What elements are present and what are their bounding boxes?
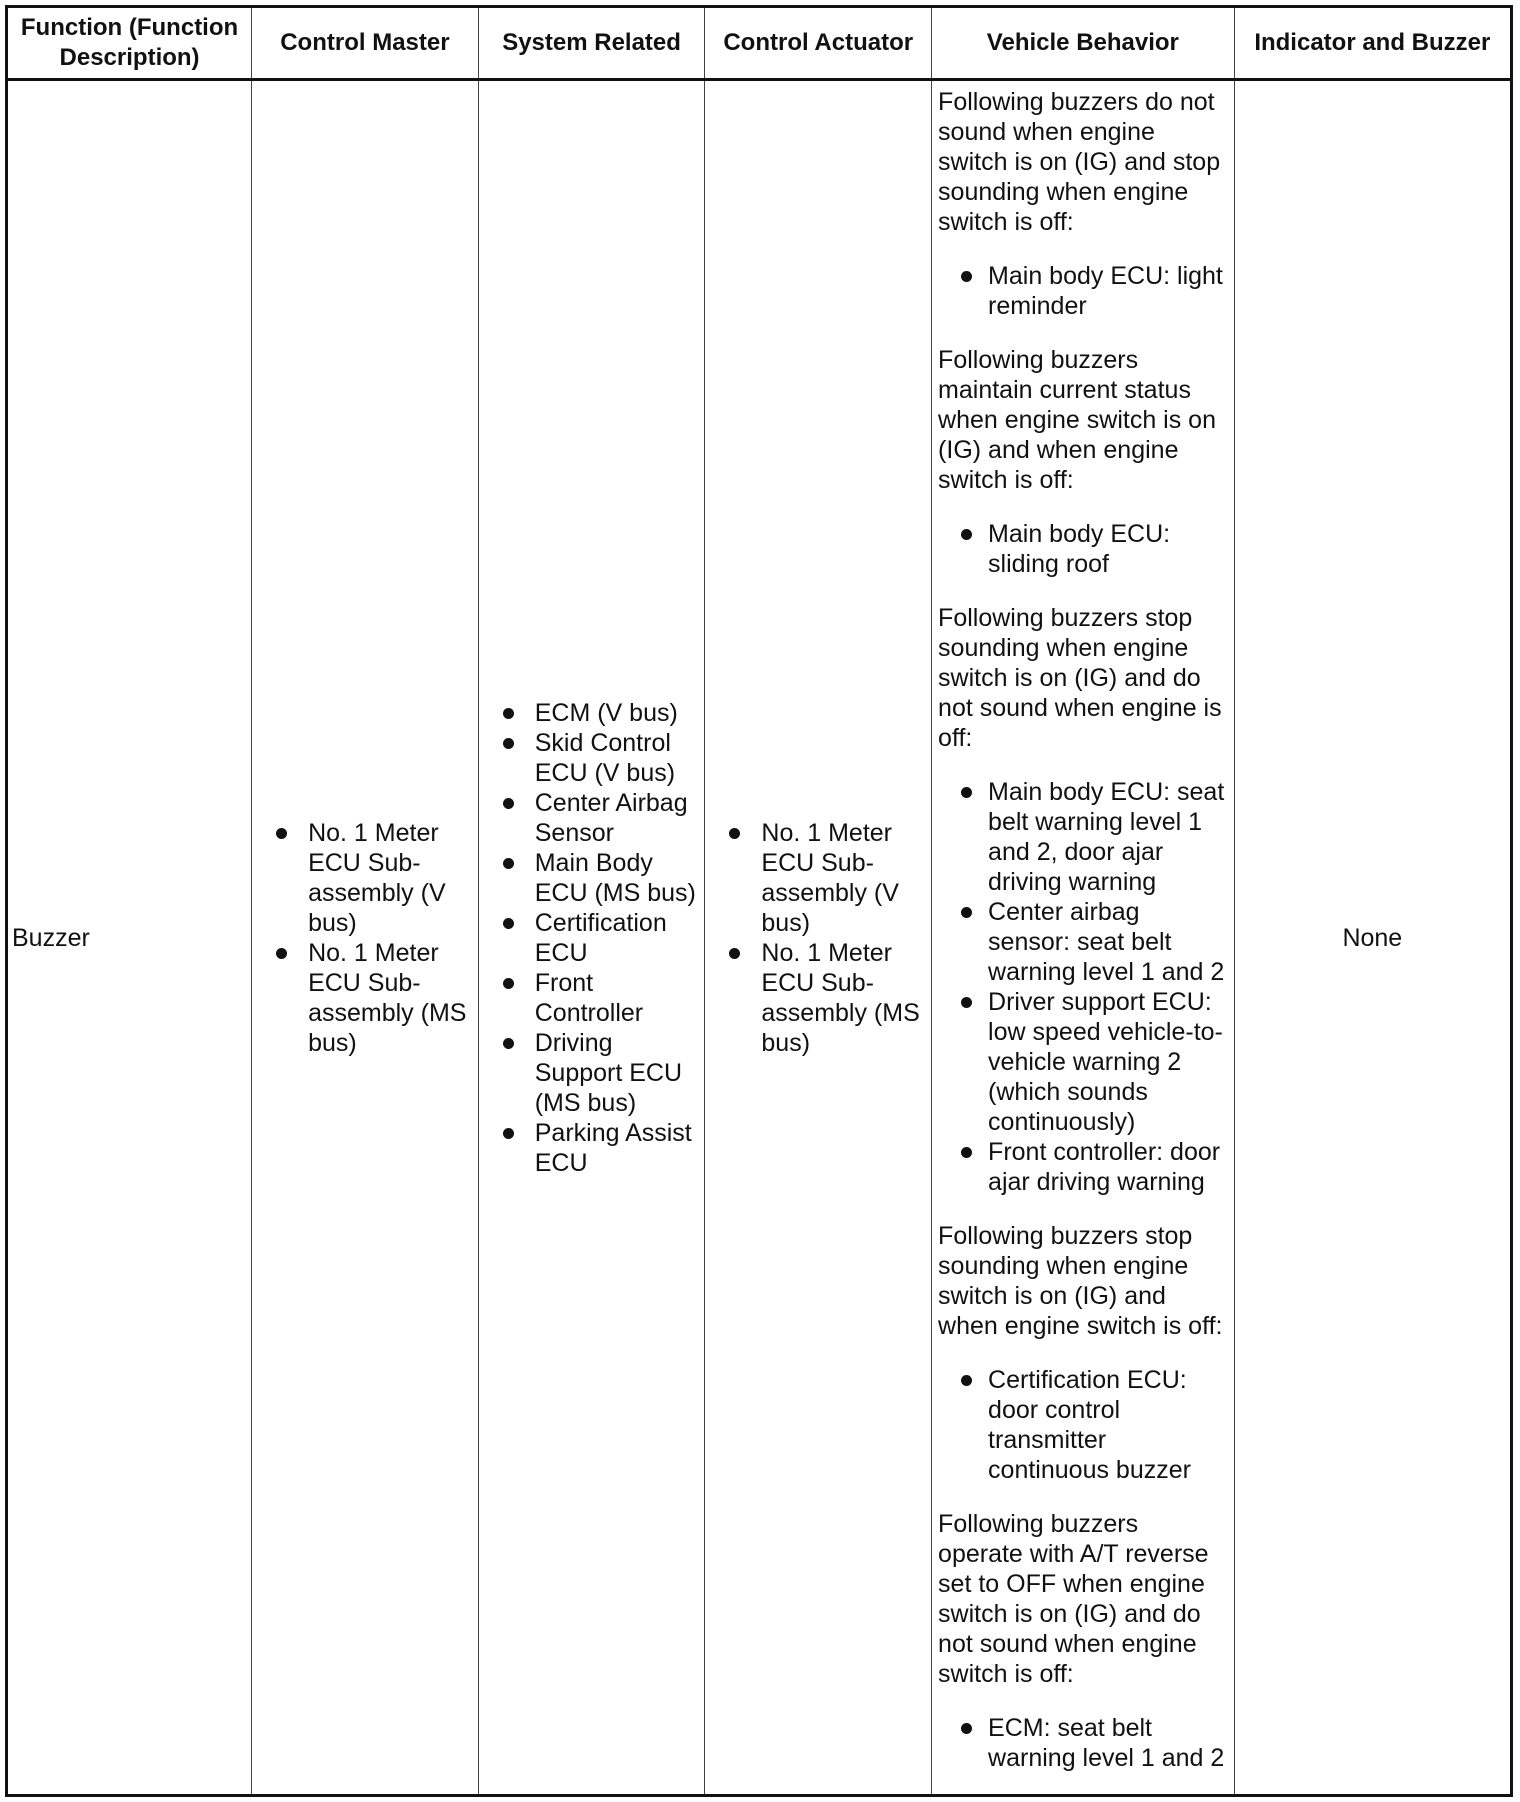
list-item: Main body ECU: light reminder [958, 261, 1228, 321]
cell-control-actuator [705, 80, 932, 1796]
list-item: Center Airbag Sensor [499, 788, 701, 848]
cell-control-master [252, 80, 479, 1796]
behavior-list [938, 777, 1228, 1197]
list-item: Front Controller [499, 968, 701, 1028]
header-vehicle-behavior: Vehicle Behavior [932, 7, 1235, 80]
list-item: No. 1 Meter ECU Sub-assembly (MS bus) [272, 938, 474, 1058]
behavior-list [938, 519, 1228, 579]
behavior-paragraph: Following buzzers do not sound when engine switch is on (IG) and stop sounding when engine switch is off: [938, 88, 1221, 236]
behavior-list [938, 1365, 1228, 1485]
behavior-paragraph: Following buzzers stop sounding when engine switch is on (IG) and do not sound when engine is off: [938, 604, 1222, 752]
control-master-list [252, 818, 478, 1058]
list-item: Skid Control ECU (V bus) [499, 728, 701, 788]
list-item: Center airbag sensor: seat belt warning level 1 and 2 [958, 897, 1228, 987]
cell-system-related [478, 80, 705, 1796]
behavior-paragraph: Following buzzers stop sounding when engine switch is on (IG) and when engine switch is off: [938, 1222, 1223, 1340]
list-item: Driver support ECU: low speed vehicle-to-vehicle warning 2 (which sounds continuously) [958, 987, 1228, 1137]
function-table [5, 5, 1513, 1797]
list-item: Certification ECU [499, 908, 701, 968]
system-related-list [479, 698, 705, 1178]
list-item: Driving Support ECU (MS bus) [499, 1028, 701, 1118]
list-item: Certification ECU: door control transmitter continuous buzzer [958, 1365, 1228, 1485]
header-row [7, 7, 1512, 80]
header-control-actuator: Control Actuator [705, 7, 932, 80]
header-indicator-buzzer: Indicator and Buzzer [1234, 7, 1511, 80]
cell-indicator-buzzer: None [1234, 80, 1511, 1796]
control-actuator-list [705, 818, 931, 1058]
list-item: No. 1 Meter ECU Sub-assembly (V bus) [725, 818, 927, 938]
list-item: Main body ECU: seat belt warning level 1 and 2, door ajar driving warning [958, 777, 1228, 897]
cell-vehicle-behavior [932, 80, 1235, 1796]
list-item: Parking Assist ECU [499, 1118, 701, 1178]
list-item: ECM (V bus) [499, 698, 701, 728]
list-item: No. 1 Meter ECU Sub-assembly (V bus) [272, 818, 474, 938]
list-item: Front controller: door ajar driving warning [958, 1137, 1228, 1197]
header-control-master: Control Master [252, 7, 479, 80]
list-item: ECM: seat belt warning level 1 and 2 [958, 1713, 1228, 1773]
list-item: No. 1 Meter ECU Sub-assembly (MS bus) [725, 938, 927, 1058]
behavior-list [938, 261, 1228, 321]
behavior-list [938, 1713, 1228, 1773]
behavior-paragraph: Following buzzers operate with A/T reverse set to OFF when engine switch is on (IG) and do not sound when engine switch is off: [938, 1510, 1209, 1688]
cell-function: Buzzer [7, 80, 252, 1796]
behavior-paragraph: Following buzzers maintain current status when engine switch is on (IG) and when engine switch is off: [938, 346, 1216, 494]
list-item: Main Body ECU (MS bus) [499, 848, 701, 908]
header-function: Function (Function Description) [7, 7, 252, 80]
table-row [7, 80, 1512, 1796]
header-system-related: System Related [478, 7, 705, 80]
list-item: Main body ECU: sliding roof [958, 519, 1228, 579]
